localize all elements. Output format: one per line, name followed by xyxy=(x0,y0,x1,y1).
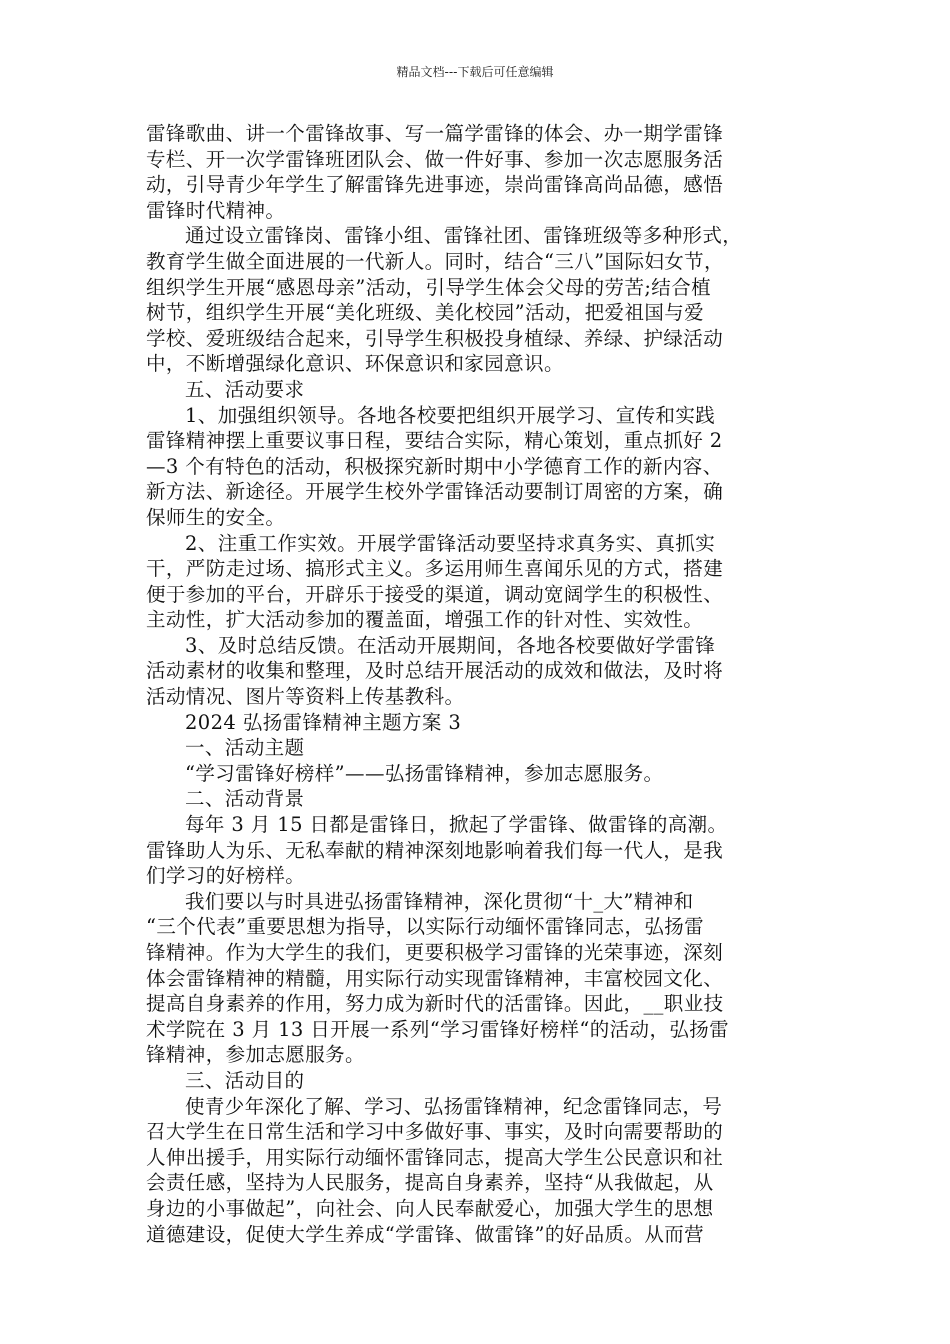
paragraph xyxy=(146,889,822,1068)
text-line: 2、注重工作实效。开展学雷锋活动要坚持求真务实、真抓实 xyxy=(185,531,716,555)
text-line: 身边的小事做起”，向社会、向人民奉献爱心，加强大学生的思想 xyxy=(146,1196,714,1220)
text-line: 二、活动背景 xyxy=(185,787,305,811)
text-line: 雷锋精神摆上重要议事日程，要结合实际，精心策划，重点抓好 2 xyxy=(146,429,723,453)
text-line: 通过设立雷锋岗、雷锋小组、雷锋社团、雷锋班级等多种形式， xyxy=(185,224,743,248)
text-line: 教育学生做全面进展的一代新人。同时，结合“三八”国际妇女节， xyxy=(146,249,724,273)
text-line: “学习雷锋好榜样”——弘扬雷锋精神，参加志愿服务。 xyxy=(185,761,664,785)
text-line: 术学院在 3 月 13 日开展一系列“学习雷锋好榜样“的活动，弘扬雷 xyxy=(146,1017,730,1041)
text-line: 新方法、新途径。开展学生校外学雷锋活动要制订周密的方案，确 xyxy=(146,480,724,504)
text-line: 活动情况、图片等资料上传基教科。 xyxy=(146,685,465,709)
text-line: 锋精神。作为大学生的我们，更要积极学习雷锋的光荣事迹，深刻 xyxy=(146,941,724,964)
paragraph xyxy=(146,633,822,710)
text-line: 学校、爱班级结合起来，引导学生积极投身植绿、养绿、护绿活动 xyxy=(146,326,724,350)
page-header: 精品文档---下载后可任意编辑 xyxy=(396,65,554,79)
paragraph xyxy=(146,403,822,531)
paragraph xyxy=(146,761,822,787)
text-line: 雷锋助人为乐、无私奉献的精神深刻地影响着我们每一代人，是我 xyxy=(146,838,724,862)
text-line: 提高自身素养的作用，努力成为新时代的活雷锋。因此，__职业技 xyxy=(146,992,724,1016)
paragraph xyxy=(146,735,822,761)
paragraph xyxy=(146,121,822,223)
text-line: 三、活动目的 xyxy=(185,1068,305,1092)
text-line: 中，不断增强绿化意识、环保意识和家园意识。 xyxy=(146,352,564,376)
text-line: 干，严防走过场、搞形式主义。多运用师生喜闻乐见的方式，搭建 xyxy=(146,557,724,581)
text-line: 专栏、开一次学雷锋班团队会、做一件好事、参加一次志愿服务活 xyxy=(146,147,724,171)
text-line: —3 个有特色的活动，积极探究新时期中小学德育工作的新内容、 xyxy=(146,454,723,478)
text-line: 们学习的好榜样。 xyxy=(146,864,306,888)
text-line: 道德建设，促使大学生养成“学雷锋、做雷锋”的好品质。从而营 xyxy=(146,1222,705,1246)
text-line: 活动素材的收集和整理，及时总结开展活动的成效和做法，及时将 xyxy=(146,659,724,683)
text-line: 组织学生开展“感恩母亲”活动，引导学生体会父母的劳苦;结合植 xyxy=(146,275,712,299)
text-line: 每年 3 月 15 日都是雷锋日，掀起了学雷锋、做雷锋的高潮。 xyxy=(185,813,728,837)
text-line: 召大学生在日常生活和学习中多做好事、事实，及时向需要帮助的 xyxy=(146,1120,724,1144)
text-line: 动，引导青少年学生了解雷锋先进事迹，崇尚雷锋高尚品德，感悟 xyxy=(146,173,724,197)
text-line: 锋精神，参加志愿服务。 xyxy=(146,1043,365,1067)
paragraph xyxy=(146,1094,822,1248)
text-line: 五、活动要求 xyxy=(185,377,305,401)
paragraph xyxy=(146,223,822,377)
text-line: 雷锋时代精神。 xyxy=(146,198,286,222)
text-line: 树节，组织学生开展“美化班级、美化校园”活动，把爱祖国与爱 xyxy=(146,301,705,325)
text-line: 3、及时总结反馈。在活动开展期间，各地各校要做好学雷锋 xyxy=(185,633,716,657)
text-line: 1、加强组织领导。各地各校要把组织开展学习、宣传和实践 xyxy=(185,403,716,427)
text-line: 体会雷锋精神的精髓，用实际行动实现雷锋精神，丰富校园文化、 xyxy=(146,966,724,990)
paragraph xyxy=(146,377,822,403)
text-line: 我们要以与时具进弘扬雷锋精神，深化贯彻“十_大”精神和 xyxy=(185,889,694,913)
text-line: 一、活动主题 xyxy=(185,736,305,760)
paragraph xyxy=(146,786,822,812)
document-body xyxy=(146,121,822,1247)
text-line: 2024 弘扬雷锋精神主题方案 3 xyxy=(185,710,462,734)
paragraph xyxy=(146,531,822,633)
text-line: 会责任感，坚持为人民服务，提高自身素养，坚持“从我做起，从 xyxy=(146,1171,714,1195)
text-line: 雷锋歌曲、讲一个雷锋故事、写一篇学雷锋的体会、办一期学雷锋 xyxy=(146,122,724,145)
text-line: 人伸出援手，用实际行动缅怀雷锋同志，提高大学生公民意识和社 xyxy=(146,1145,724,1169)
text-line: “三个代表”重要思想为指导，以实际行动缅怀雷锋同志，弘扬雷 xyxy=(146,915,705,939)
text-line: 便于参加的平台，开辟乐于接受的渠道，调动宽阔学生的积极性、 xyxy=(146,582,724,606)
paragraph xyxy=(146,710,822,736)
paragraph xyxy=(146,812,822,889)
text-line: 主动性，扩大活动参加的覆盖面，增强工作的针对性、实效性。 xyxy=(146,608,704,632)
text-line: 保师生的安全。 xyxy=(146,505,286,529)
paragraph xyxy=(146,1068,822,1094)
text-line: 使青少年深化了解、学习、弘扬雷锋精神，纪念雷锋同志，号 xyxy=(185,1094,723,1118)
